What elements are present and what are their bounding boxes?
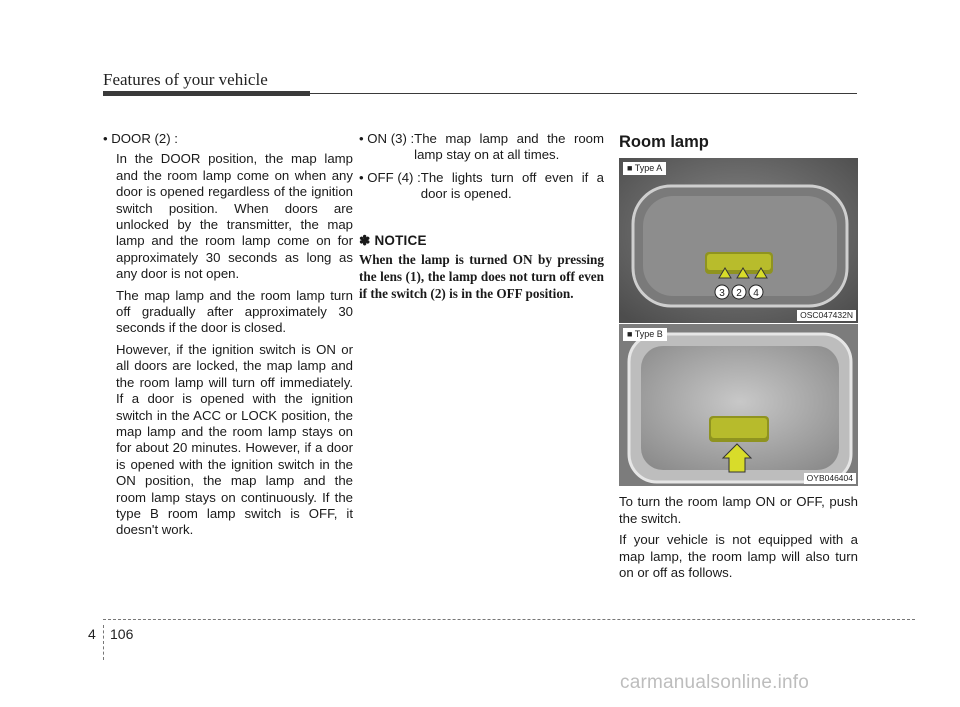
watermark: carmanualsonline.info [620,672,810,693]
room-lamp-type-b-image [619,324,858,486]
header-rule [310,93,857,94]
notice-body: When the lamp is turned ON by pressing the lens (1), the lamp does not turn off even if the switch (2) is in the OFF position. [359,252,604,302]
footer-rule [103,619,915,620]
door-bullet-label: • DOOR (2) : [103,131,178,146]
on-item [359,131,604,164]
off-key: • OFF (4) : [359,169,421,185]
callout-2: 2 [736,288,742,300]
on-key: • ON (3) : [359,131,415,146]
type-b-image-code: OYB046404 [804,473,856,484]
on-text: The map lamp and the room lamp stay on at all times. [414,131,604,163]
column-1 [103,131,353,544]
door-paragraph-3: However, if the ignition switch is ON or all doors are locked, the map lamp and the room lamp will turn off immediately. If a door is opened with the ignition switch in the ACC or LOCK position, the map lamp and the room lamp stays on for about 20 minutes. However, if a door is opened with the ignition switch in the ON position, the map lamp and the room lamp stays on continuously. If the type B room lamp switch is OFF, it doesn't work. [116,341,353,538]
section-number: 4 [88,626,96,642]
door-paragraph-2: The map lamp and the room lamp turn off gradually after approximately 30 seconds if the door is closed. [116,287,353,336]
type-a-label: ■ Type A [623,162,666,175]
off-text: The lights turn off even if a door is opened. [420,169,604,202]
room-lamp-type-a-image [619,158,858,323]
header-bar [103,91,310,96]
callout-4: 4 [753,288,759,300]
footer-divider [103,625,104,660]
notice-heading: ✽ NOTICE [359,232,427,248]
page-section-title: Features of your vehicle [103,70,268,89]
room-lamp-paragraph-2: If your vehicle is not equipped with a map lamp, the room lamp will also turn on or off as follows. [619,532,858,581]
page-number: 106 [110,626,134,642]
column-3 [619,131,858,586]
off-item [359,170,604,203]
room-lamp-paragraph-1: To turn the room lamp ON or OFF, push the switch. [619,494,858,526]
callout-3: 3 [719,288,725,300]
type-a-image-code: OSC047432N [797,310,856,321]
column-2 [359,131,604,302]
room-lamp-heading: Room lamp [619,133,709,151]
type-b-label: ■ Type B [623,328,667,341]
door-paragraph-1: In the DOOR position, the map lamp and the room lamp come on when any door is opened regardless of the ignition switch position. When doors are unlocked by the transmitter, the map lamp and the room lamp come on for approximately 30 seconds as long as any door is not open. [116,151,353,282]
